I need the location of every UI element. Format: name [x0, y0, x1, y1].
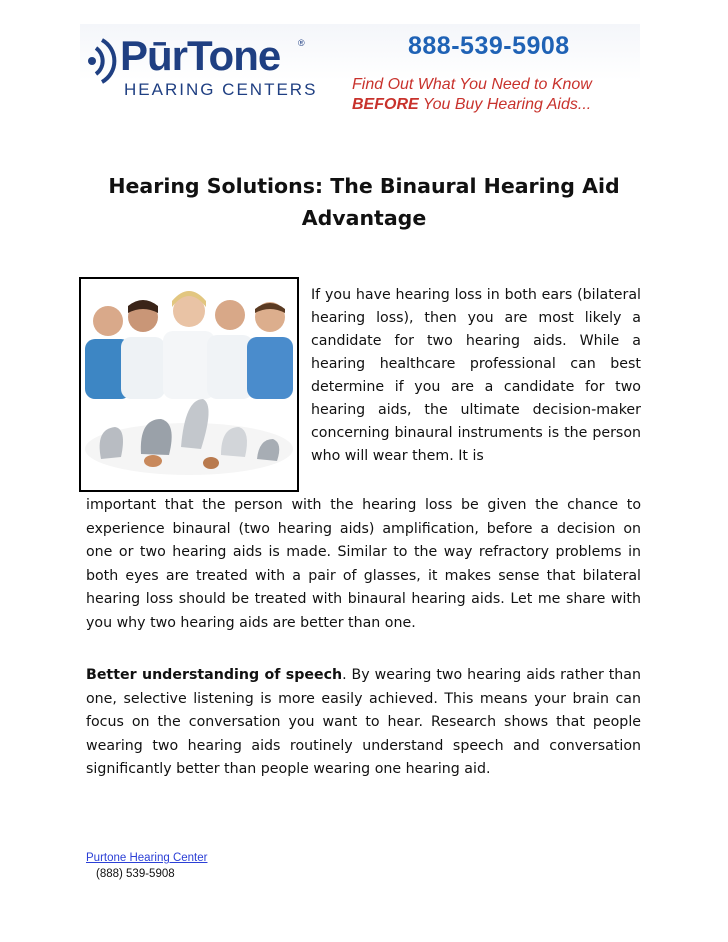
header-banner[interactable]	[80, 24, 640, 118]
brand-logo: PūrTone	[120, 32, 281, 79]
footer-phone: (888) 539-5908	[96, 868, 175, 880]
intro-paragraph-wrap: If you have hearing loss in both ears (bilateral hearing loss), then you are most likely a candidate for two hearing aids. While a hearing healthcare professional can best determine if you are a candidate for two hearing aids, the ultimate decision-maker concerning binaural instruments is the person who will wear them. It is	[311, 287, 641, 464]
banner-phone[interactable]: 888-539-5908	[408, 32, 570, 60]
brand-subtitle: HEARING CENTERS	[124, 80, 318, 99]
photo-illustration	[81, 279, 297, 490]
section-text: . By wearing two hearing aids rather than one, selective listening is more easily achieved. This means your brain can focus on the conversation you want to hear. Research shows that people wearing two hearing aids routinely understand speech and conversation significantly better than people wearing one hearing aid.	[86, 667, 641, 778]
tagline-emphasis: BEFORE	[352, 96, 419, 113]
intro-paragraph: important that the person with the hearing loss be given the chance to experience binaural (two hearing aids) amplification, before a decision on one or two hearing aids is made. Similar to the way refractory problems in both eyes are treated with a pair of glasses, it makes sense that bilateral hearing loss should be treated with binaural hearing aids. Let me share with you why two hearing aids are better than one.	[86, 497, 641, 631]
tagline-rest: You Buy Hearing Aids...	[418, 96, 592, 113]
banner-tagline: Find Out What You Need to Know	[352, 76, 592, 93]
section-heading: Better understanding of speech	[86, 667, 343, 683]
doctors-hearing-aids-image	[79, 277, 299, 492]
sound-waves-icon	[86, 36, 120, 86]
speech-paragraph	[86, 664, 641, 782]
footer-link[interactable]: Purtone Hearing Center	[86, 852, 208, 864]
registered-mark: ®	[298, 38, 305, 48]
banner-tagline-2	[352, 96, 591, 114]
footer	[86, 850, 207, 882]
page-title: Hearing Solutions: The Binaural Hearing Aid Advantage	[108, 174, 620, 230]
